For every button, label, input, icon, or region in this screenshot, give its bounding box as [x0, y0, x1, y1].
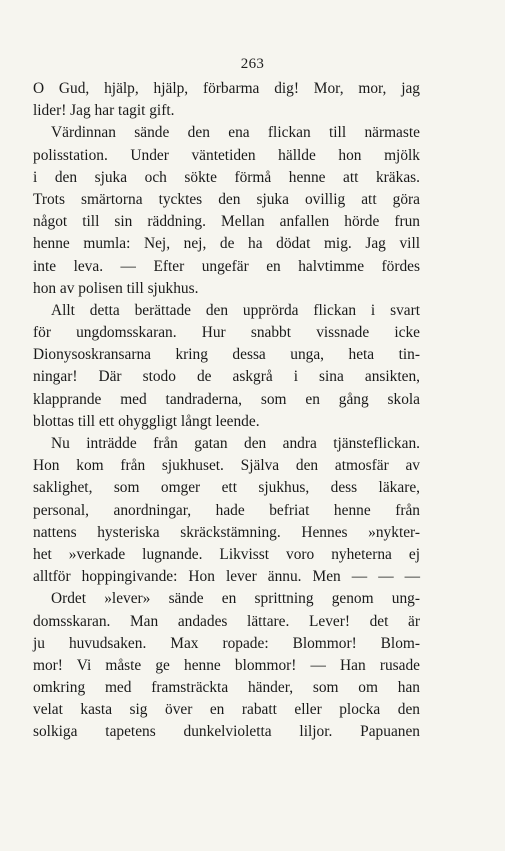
- text-line: Allt detta berättade den upprörda flickan i svart: [51, 301, 420, 319]
- text-line: Trots smärtorna tycktes den sjuka ovillig att göra: [33, 190, 420, 208]
- text-line: domsskaran. Man andades lättare. Lever! det är: [33, 612, 420, 630]
- text-line: Hon kom från sjukhuset. Själva den atmosfär av: [33, 457, 420, 475]
- text-line: henne mumla: Nej, nej, de ha dödat mig. Jag vill: [33, 235, 420, 253]
- text-line: något till sin räddning. Mellan anfallen hörde frun: [33, 213, 420, 231]
- text-line: hon av polisen till sjukhus.: [33, 279, 199, 297]
- text-line: alltför hoppingivande: Hon lever ännu. Men — — —: [33, 568, 420, 586]
- text-line: Värdinnan sände den ena flickan till närmaste: [51, 124, 420, 142]
- body-text: [33, 78, 420, 744]
- text-line: blottas till ett ohyggligt långt leende.: [33, 412, 260, 430]
- text-line: personal, anordningar, hade befriat henne från: [33, 501, 420, 519]
- text-line: i den sjuka och sökte förmå henne att kräkas.: [33, 168, 420, 186]
- text-line: nattens hysteriska skräckstämning. Hennes »nykter-: [33, 523, 420, 541]
- text-line: solkiga tapetens dunkelvioletta liljor. Papuanen: [33, 723, 420, 741]
- text-line: Dionysoskransarna kring dessa unga, heta tin-: [33, 346, 420, 364]
- text-line: klapprande med tandraderna, som en gång skola: [33, 390, 420, 408]
- text-line: omkring med framsträckta händer, som om han: [33, 679, 420, 697]
- text-line: polisstation. Under väntetiden hällde hon mjölk: [33, 146, 420, 164]
- text-line: het »verkade lugnande. Likvisst voro nyheterna ej: [33, 545, 420, 563]
- text-line: saklighet, som omger ett sjukhus, dess läkare,: [33, 479, 420, 497]
- text-line: Ordet »lever» sände en sprittning genom ung-: [51, 590, 420, 608]
- text-line: mor! Vi måste ge henne blommor! — Han rusade: [33, 656, 420, 674]
- text-line: velat kasta sig över en rabatt eller plocka den: [33, 701, 420, 719]
- text-line: O Gud, hjälp, hjälp, förbarma dig! Mor, mor, jag: [33, 80, 420, 97]
- text-line: för ungdomsskaran. Hur snabbt vissnade icke: [33, 324, 420, 342]
- text-line: ju huvudsaken. Max ropade: Blommor! Blom-: [33, 634, 420, 652]
- text-line: Nu inträdde från gatan den andra tjänsteflickan.: [51, 435, 420, 452]
- text-line: lider! Jag har tagit gift.: [33, 102, 175, 120]
- text-line: inte leva. — Efter ungefär en halvtimme fördes: [33, 257, 420, 275]
- text-line: ningar! Där stodo de askgrå i sina ansikten,: [33, 368, 420, 386]
- page-number: 263: [240, 56, 265, 72]
